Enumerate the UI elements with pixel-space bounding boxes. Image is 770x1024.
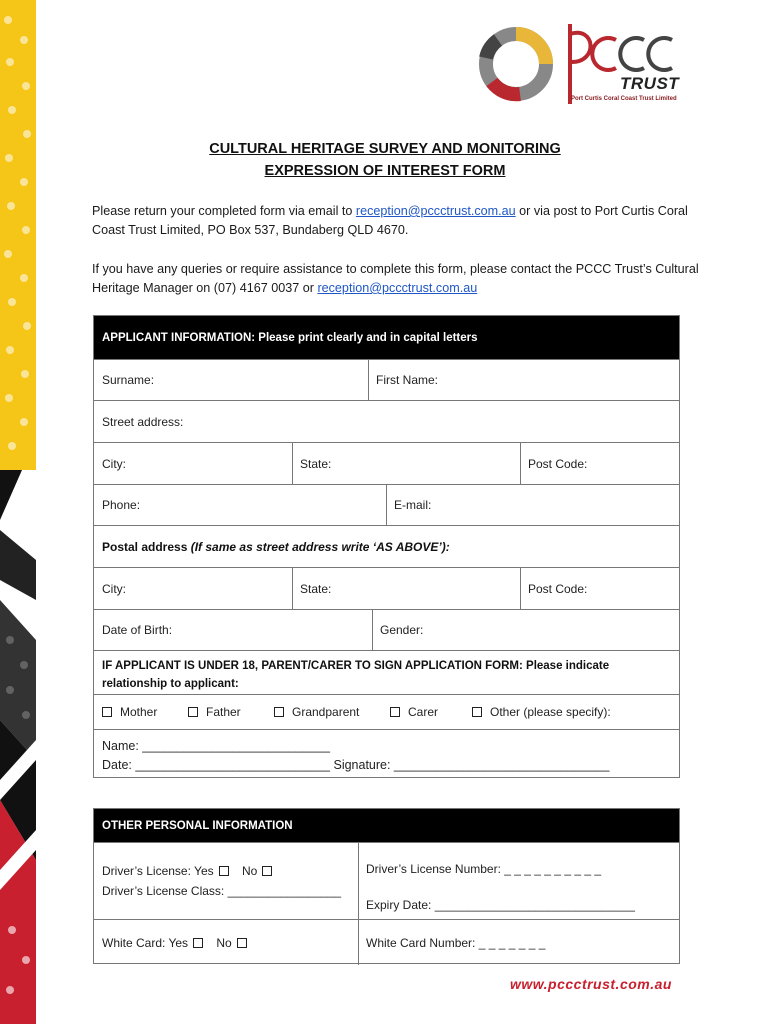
instruction-line: IF APPLICANT IS UNDER 18, PARENT/CARER TO SIGN APPLICATION FORM: Please indicate <box>102 660 610 672</box>
gender-field[interactable] <box>372 610 679 650</box>
checkbox-icon[interactable] <box>274 707 284 717</box>
relationship-options-row <box>94 694 679 729</box>
postal-post-code-field[interactable] <box>520 568 679 609</box>
form-title-line-1: CULTURAL HERITAGE SURVEY AND MONITORING <box>209 141 561 157</box>
option-label: Father <box>206 705 241 719</box>
under-18-instruction <box>94 651 679 694</box>
applicant-information-table <box>93 315 680 778</box>
checkbox-icon[interactable] <box>219 866 229 876</box>
field-label: State: <box>300 456 332 471</box>
field-label: City: <box>102 581 126 596</box>
email-link[interactable]: reception@pccctrust.com.au <box>355 204 516 218</box>
field-label: White Card Number: _ _ _ _ _ _ _ <box>366 935 546 950</box>
postal-city-field[interactable] <box>94 568 292 609</box>
other-personal-information-table <box>93 808 680 964</box>
table-row <box>94 919 679 965</box>
field-label: City: <box>102 456 126 471</box>
logo-wordmark: TRUST <box>620 74 680 93</box>
white-card-number-field[interactable] <box>358 920 679 965</box>
guardian-date-signature-line[interactable]: Date: ____________________________ Signature: _______________________________ <box>102 758 610 772</box>
city-field[interactable] <box>94 443 292 484</box>
street-address-field[interactable] <box>94 401 679 442</box>
table-row <box>94 400 679 442</box>
option-label: Carer <box>408 705 439 719</box>
drivers-license-class-field[interactable]: Driver’s License Class: _________________ <box>102 884 342 898</box>
table-row <box>94 609 679 650</box>
field-label: Date of Birth: <box>102 623 173 637</box>
field-label: No <box>241 864 258 878</box>
table-row <box>94 525 679 567</box>
intro-paragraph-1 <box>92 202 712 240</box>
intro-text: or via post to Port Curtis Coral Coast Trust Limited, PO Box 537, Bundaberg QLD 4670. <box>92 204 688 237</box>
field-label: Gender: <box>380 623 424 637</box>
relationship-option-father[interactable] <box>188 695 241 729</box>
email-link[interactable]: reception@pccctrust.com.au <box>317 281 478 295</box>
logo-caption: Port Curtis Coral Coast Trust Limited <box>571 96 677 102</box>
surname-field[interactable] <box>94 360 368 400</box>
relationship-option-grandparent[interactable] <box>274 695 359 729</box>
field-label: First Name: <box>376 373 439 387</box>
field-label: Surname: <box>102 373 155 387</box>
drivers-license-details-cell <box>358 843 679 919</box>
checkbox-icon[interactable] <box>237 938 247 948</box>
postal-address-heading <box>94 526 679 567</box>
first-name-field[interactable] <box>368 360 679 400</box>
table-row <box>94 650 679 694</box>
table-row <box>94 567 679 609</box>
email-field[interactable] <box>386 485 679 525</box>
checkbox-icon[interactable] <box>262 866 272 876</box>
checkbox-icon[interactable] <box>472 707 482 717</box>
option-label: Mother <box>120 705 158 719</box>
drivers-license-yes-no <box>102 861 358 881</box>
field-label: White Card: Yes <box>102 935 189 950</box>
drivers-license-cell <box>94 843 358 919</box>
post-code-field[interactable] <box>520 443 679 484</box>
checkbox-icon[interactable] <box>193 938 203 948</box>
date-of-birth-field[interactable] <box>94 610 372 650</box>
option-label: Grandparent <box>292 705 360 719</box>
field-label: No <box>216 935 232 950</box>
checkbox-icon[interactable] <box>102 707 112 717</box>
checkbox-icon[interactable] <box>390 707 400 717</box>
checkbox-icon[interactable] <box>188 707 198 717</box>
guardian-name-line[interactable]: Name: ___________________________ <box>102 739 330 753</box>
intro-text: If you have any queries or require assistance to complete this form, please contact the PCCC Trust’s Cultural Heritage Manager on (07) 4167 0037 or <box>92 262 699 295</box>
instruction-line: relationship to applicant: <box>102 678 239 690</box>
relationship-option-mother[interactable] <box>102 695 157 729</box>
field-label: Driver’s License: Yes <box>102 864 214 878</box>
table-row <box>94 442 679 484</box>
field-label: Street address: <box>102 414 184 429</box>
table-row <box>94 842 679 919</box>
postal-state-field[interactable] <box>292 568 520 609</box>
white-card-cell <box>94 920 358 965</box>
relationship-option-other[interactable] <box>472 695 611 729</box>
table-row <box>94 359 679 400</box>
intro-text: Please return your completed form via email to <box>92 204 356 218</box>
intro-paragraph-2 <box>92 260 712 298</box>
postal-heading-note: (If same as street address write ‘AS ABOVE’): <box>190 539 450 554</box>
section-header: OTHER PERSONAL INFORMATION <box>94 809 679 842</box>
field-label: Post Code: <box>528 581 588 596</box>
postal-heading-label: Postal address <box>102 539 188 554</box>
field-label: State: <box>300 581 332 596</box>
relationship-option-carer[interactable] <box>390 695 438 729</box>
state-field[interactable] <box>292 443 520 484</box>
guardian-signature-row <box>94 729 679 779</box>
expiry-date-field[interactable]: Expiry Date: ______________________________ <box>366 898 635 912</box>
field-label: E-mail: <box>394 498 432 512</box>
section-header: APPLICANT INFORMATION: Please print clearly and in capital letters <box>94 316 679 359</box>
guardian-signature-block[interactable] <box>94 730 679 779</box>
phone-field[interactable] <box>94 485 386 525</box>
footer-website-link[interactable]: www.pccctrust.com.au <box>510 976 672 992</box>
table-row <box>94 484 679 525</box>
option-label: Other (please specify): <box>490 705 611 719</box>
field-label: Phone: <box>102 498 141 512</box>
form-title-line-2: EXPRESSION OF INTEREST FORM <box>264 163 506 179</box>
field-label: Post Code: <box>528 456 588 471</box>
drivers-license-number-field[interactable]: Driver’s License Number: _ _ _ _ _ _ _ _ _ _ <box>366 862 602 876</box>
